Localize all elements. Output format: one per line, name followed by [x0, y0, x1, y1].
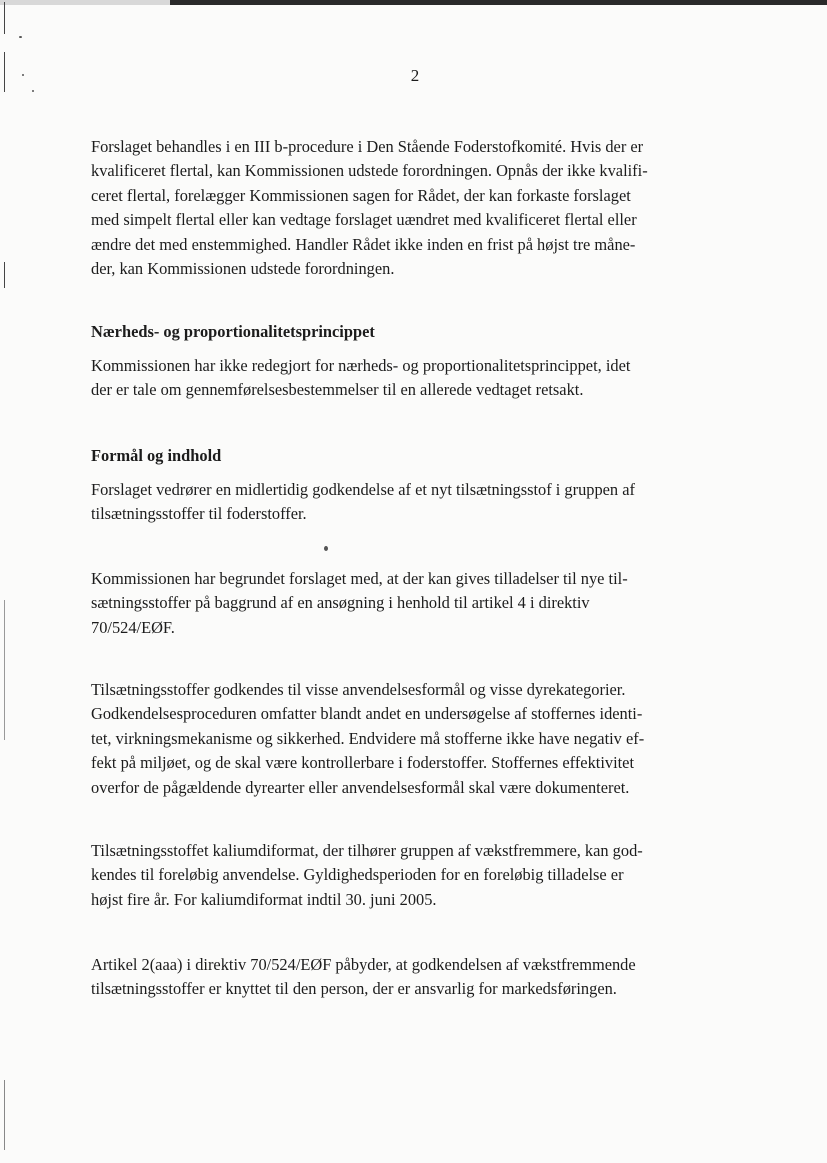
text-line: højst fire år. For kaliumdiformat indtil 30. juni 2005.: [91, 889, 437, 909]
paragraph-subsidiarity: [91, 354, 731, 403]
scan-speck: [19, 36, 22, 38]
paragraph-kaliumdiformat: [91, 839, 731, 912]
text-line: tet, virkningsmekanisme og sikkerhed. Endvidere må stofferne ikke have negativ ef-: [91, 728, 645, 748]
page-number: 2: [410, 66, 420, 85]
text-line: der er tale om gennemførelsesbestemmelser til en allerede vedtaget retsakt.: [91, 380, 584, 400]
text-line: med simpelt flertal eller kan vedtage forslaget uændret med kvalificeret flertal eller: [91, 210, 637, 230]
section-heading-purpose: Formål og indhold: [91, 446, 222, 465]
scan-speck: [22, 74, 24, 76]
text-line: 70/524/EØF.: [91, 617, 175, 637]
text-line: fekt på miljøet, og de skal være kontrollerbare i foderstoffer. Stoffernes effektivitet: [91, 753, 635, 773]
scan-speck: [32, 90, 34, 92]
text-line: ændre det med enstemmighed. Handler Rådet ikke inden en frist på højst tre måne-: [91, 234, 636, 254]
paragraph-approval: [91, 678, 731, 800]
text-line: Godkendelsesproceduren omfatter blandt andet en undersøgelse af stoffernes identi-: [91, 704, 643, 724]
text-line: der, kan Kommissionen udstede forordningen.: [91, 259, 395, 279]
scan-edge-mark: [4, 52, 5, 92]
paragraph-purpose: [91, 478, 731, 527]
text-line: Artikel 2(aaa) i direktiv 70/524/EØF påbyder, at godkendelsen af vækstfremmende: [91, 955, 636, 974]
text-line: Tilsætningsstoffer godkendes til visse anvendelsesformål og visse dyrekategorier.: [91, 680, 626, 699]
text-line: Kommissionen har ikke redegjort for nærheds- og proportionalitetsprincippet, idet: [91, 356, 631, 375]
text-line: sætningsstoffer på baggrund af en ansøgning i henhold til artikel 4 i direktiv: [91, 593, 590, 613]
text-line: overfor de pågældende dyrearter eller anvendelsesformål skal være dokumenteret.: [91, 777, 630, 797]
text-line: Forslaget vedrører en midlertidig godkendelse af et nyt tilsætningsstof i gruppen af: [91, 480, 635, 499]
section-heading-subsidiarity: Nærheds- og proportionalitetsprincippet: [91, 322, 375, 341]
text-line: tilsætningsstoffer til foderstoffer.: [91, 504, 307, 524]
text-line: tilsætningsstoffer er knyttet til den person, der er ansvarlig for markedsføringen.: [91, 979, 617, 999]
text-line: Kommissionen har begrundet forslaget med, at der kan gives tilladelser til nye til-: [91, 569, 628, 588]
text-line: kendes til foreløbig anvendelse. Gyldighedsperioden for en foreløbig tilladelse er: [91, 865, 624, 885]
scan-speck: [324, 546, 328, 551]
paragraph-procedure: [91, 135, 731, 281]
paragraph-justification: [91, 567, 731, 640]
text-line: kvalificeret flertal, kan Kommissionen udstede forordningen. Opnås der ikke kvalifi-: [91, 161, 648, 181]
scan-edge-mark: [4, 2, 5, 34]
text-line: Tilsætningsstoffet kaliumdiformat, der tilhører gruppen af vækstfremmere, kan god-: [91, 841, 643, 860]
paragraph-article: [91, 953, 731, 1002]
top-border-rule: [0, 0, 827, 5]
scan-edge-mark: [4, 600, 5, 740]
scan-edge-mark: [4, 262, 5, 288]
text-line: ceret flertal, forelægger Kommissionen sagen for Rådet, der kan forkaste forslaget: [91, 185, 631, 205]
scan-edge-mark: [4, 1080, 5, 1150]
text-line: Forslaget behandles i en III b-procedure i Den Stående Foderstofkomité. Hvis der er: [91, 137, 644, 156]
